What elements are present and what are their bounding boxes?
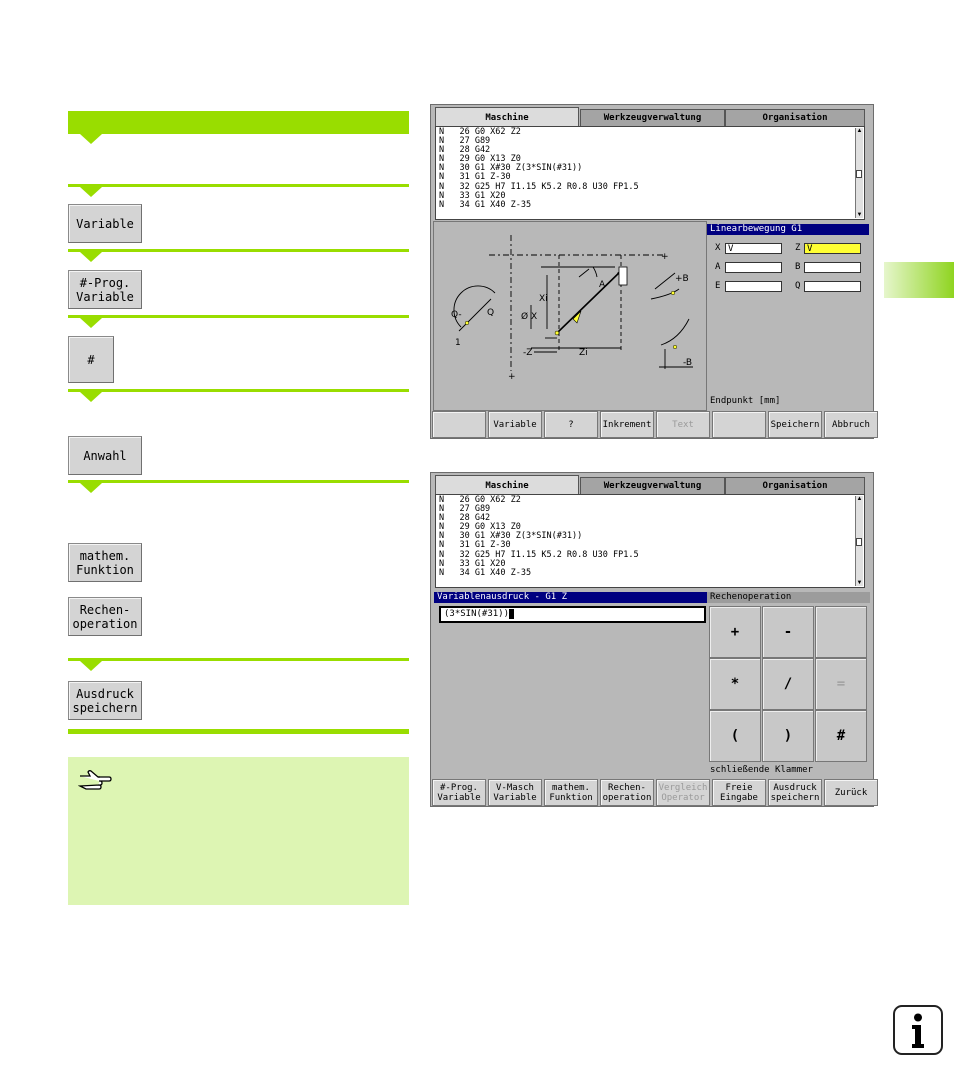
calc-key-9[interactable]: # [815,710,867,762]
screenshot-variablenausdruck [430,472,874,807]
program-lines [439,128,639,210]
calc-key-3[interactable] [815,606,867,658]
e-input[interactable] [725,281,782,292]
z-input[interactable]: V [804,243,861,254]
calc-key-7[interactable]: ( [709,710,761,762]
g1-diagram-svg [433,221,705,409]
softkey-5[interactable]: Text [656,411,710,438]
program-line[interactable]: N 34 G1 X40 Z-35 [439,199,532,210]
program-line[interactable]: N 34 G1 X40 Z-35 [439,567,532,578]
calc-key-1[interactable]: + [709,606,761,658]
program-line[interactable]: N 27 G89 [439,504,491,515]
x-input[interactable]: V [725,243,782,254]
softkey-6[interactable]: Freie Eingabe [712,779,766,806]
program-line[interactable]: N 32 G25 H7 I1.15 K5.2 R0.8 U30 FP1.5 [439,181,639,192]
softkey-2[interactable]: Variable [488,411,542,438]
info-icon[interactable] [893,1005,943,1055]
program-line[interactable]: N 32 G25 H7 I1.15 K5.2 R0.8 U30 FP1.5 [439,549,639,560]
label-phi-x: Ø X [521,312,538,322]
softkey-5[interactable]: Vergleich Operator [656,779,710,806]
label-one: 1 [455,338,461,348]
panel-title: Linearbewegung G1 [707,224,869,235]
e-label: E [715,281,721,291]
softkey-1[interactable] [432,411,486,438]
program-line[interactable]: N 26 G0 X62 Z2 [439,127,521,137]
ausdruck-speichern-label: Ausdruck speichern [72,686,138,715]
softkey-7[interactable]: Speichern [768,411,822,438]
softkey-8[interactable]: Abbruch [824,411,878,438]
calc-key-5[interactable]: / [762,658,814,710]
mathem-funktion-label: mathem. Funktion [76,548,134,577]
ausdruck-speichern-softkey[interactable] [68,681,142,720]
program-listing[interactable] [435,126,865,220]
label-q-minus: Q- [451,310,462,320]
calc-key-6[interactable]: = [815,658,867,710]
softkey-row [432,779,880,806]
pointing-hand-icon [78,769,112,791]
rechenoperation-title: Rechenoperation [707,592,870,603]
program-lines [439,496,639,578]
instruction-header-bar [68,111,409,134]
label-a: A [599,280,606,290]
softkey-3[interactable]: ? [544,411,598,438]
program-line[interactable]: N 30 G1 X#30 Z(3*SIN(#31)) [439,531,583,542]
softkey-1[interactable]: #-Prog. Variable [432,779,486,806]
program-line[interactable]: N 33 G1 X20 [439,558,506,569]
label-minus-z: -Z [523,348,533,358]
mathem-funktion-softkey[interactable] [68,543,142,582]
expression-text: (3*SIN(#31)) [444,609,510,619]
label-plus-b: +B [675,274,689,284]
expression-input[interactable] [439,606,706,623]
label-zi: Zi [579,348,588,358]
status-text: Endpunkt [mm] [710,396,781,406]
step-arrow [80,252,102,262]
program-line[interactable]: N 29 G0 X13 Z0 [439,522,521,533]
scrollbar[interactable]: ▲ ▼ [856,496,863,586]
prog-variable-softkey[interactable] [68,270,142,309]
screenshot-linearbewegung [430,104,874,439]
softkey-row [432,411,880,438]
divider [68,480,409,483]
divider [68,249,409,252]
divider [68,658,409,661]
program-line[interactable]: N 27 G89 [439,136,491,147]
program-line[interactable]: N 26 G0 X62 Z2 [439,495,521,505]
rechenoperation-softkey[interactable] [68,597,142,636]
status-text: schließende Klammer [710,765,813,775]
step-arrow [80,134,102,144]
tab-werkzeugverwaltung[interactable]: Werkzeugverwaltung [580,109,725,127]
step-arrow [80,392,102,402]
program-listing[interactable] [435,494,865,588]
program-line[interactable]: N 31 G1 Z-30 [439,540,511,551]
divider [68,184,409,187]
softkey-6[interactable] [712,411,766,438]
scrollbar[interactable]: ▲ ▼ [856,128,863,218]
a-label: A [715,262,721,272]
variable-softkey[interactable]: Variable [68,204,142,243]
prog-variable-label: #-Prog. Variable [76,275,134,304]
softkey-4[interactable]: Inkrement [600,411,654,438]
step-arrow [80,661,102,671]
program-line[interactable]: N 28 G42 [439,513,491,524]
label-minus-b: -B [683,358,693,368]
softkey-2[interactable]: V-Masch Variable [488,779,542,806]
label-xi: Xi [539,294,548,304]
hash-softkey[interactable]: # [68,336,114,383]
program-line[interactable]: N 31 G1 Z-30 [439,172,511,183]
calc-key-2[interactable]: - [762,606,814,658]
program-line[interactable]: N 33 G1 X20 [439,190,506,201]
label-q: Q [487,308,495,318]
anwahl-softkey[interactable]: Anwahl [68,436,142,475]
q-input[interactable] [804,281,861,292]
tab-maschine[interactable]: Maschine [435,475,579,495]
calc-key-8[interactable]: ) [762,710,814,762]
divider [68,729,409,734]
softkey-4[interactable]: Rechen- operation [600,779,654,806]
z-label: Z [795,243,801,253]
step-arrow [80,318,102,328]
softkey-8[interactable]: Zurück [824,779,878,806]
program-line[interactable]: N 28 G42 [439,145,491,156]
softkey-3[interactable]: mathem. Funktion [544,779,598,806]
b-input[interactable] [804,262,861,273]
tab-organisation[interactable]: Organisation [725,477,865,495]
label-plus-2: + [508,372,516,382]
label-plus-1: + [661,252,669,262]
softkey-7[interactable]: Ausdruck speichern [768,779,822,806]
calc-key-4[interactable]: * [709,658,761,710]
step-arrow [80,483,102,493]
tab-organisation[interactable]: Organisation [725,109,865,127]
tab-werkzeugverwaltung[interactable]: Werkzeugverwaltung [580,477,725,495]
a-input[interactable] [725,262,782,273]
tab-maschine[interactable]: Maschine [435,107,579,127]
step-arrow [80,187,102,197]
program-line[interactable]: N 30 G1 X#30 Z(3*SIN(#31)) [439,163,583,174]
expression-panel-title: Variablenausdruck - G1 Z [434,592,707,603]
q-label: Q [795,281,801,291]
divider [68,389,409,392]
x-label: X [715,243,721,253]
side-tab-green [884,262,954,298]
info-glyph [910,1013,926,1049]
divider [68,315,409,318]
program-line[interactable]: N 29 G0 X13 Z0 [439,154,521,165]
b-label: B [795,262,801,272]
note-box [68,757,409,905]
rechenoperation-label: Rechen- operation [72,602,138,631]
